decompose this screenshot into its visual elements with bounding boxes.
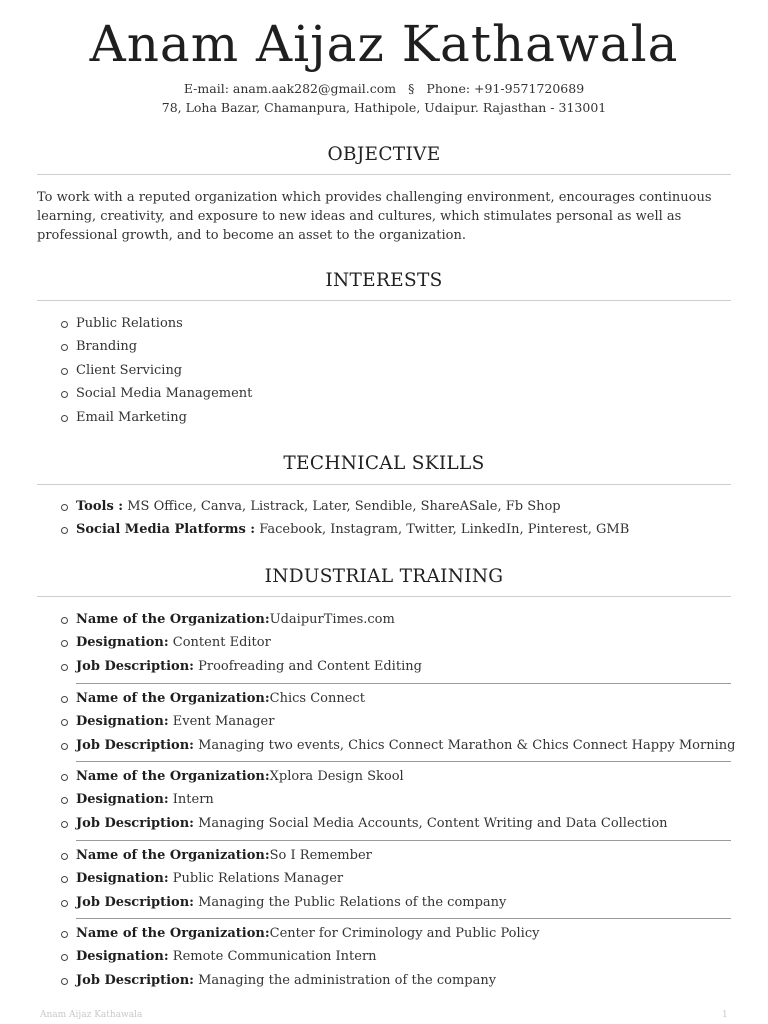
designation-label: Designation: (76, 635, 169, 651)
entry-divider (76, 840, 731, 841)
designation-value: Content Editor (172, 635, 271, 651)
designation-label: Designation: (76, 949, 169, 965)
designation-value: Event Manager (172, 714, 275, 730)
job-value: Managing the Public Relations of the company (198, 894, 507, 910)
interests-list (37, 312, 731, 429)
org-name: Chics Connect (269, 691, 365, 706)
job-value: Managing Social Media Accounts, Content Writing and Data Collection (198, 815, 668, 831)
job-line (37, 655, 731, 678)
job-label: Job Description: (76, 658, 194, 674)
designation-value: Remote Communication Intern (172, 949, 377, 965)
job-label: Job Description: (76, 737, 194, 753)
skill-item (37, 495, 731, 518)
training-heading: INDUSTRIAL TRAINING (264, 566, 504, 587)
org-name: Center for Criminology and Public Policy (269, 926, 540, 941)
org-name: UdaipurTimes.com (269, 612, 395, 627)
section-divider (37, 596, 731, 597)
skill-value: Facebook, Instagram, Twitter, LinkedIn, Pinterest, GMB (259, 522, 630, 538)
job-line (37, 969, 731, 992)
org-label: Name of the Organization: (76, 926, 270, 941)
training-entry (37, 922, 731, 992)
designation-line (37, 945, 731, 968)
interests-heading: INTERESTS (325, 270, 443, 291)
designation-label: Designation: (76, 871, 169, 887)
designation-line (37, 788, 731, 811)
job-line (37, 812, 731, 835)
interest-item: Branding (37, 335, 731, 358)
designation-label: Designation: (76, 714, 169, 730)
designation-line (37, 710, 731, 733)
entry-divider (76, 918, 731, 919)
org-label: Name of the Organization: (76, 848, 270, 863)
designation-line (37, 631, 731, 654)
designation-value: Public Relations Manager (172, 871, 344, 887)
skill-label: Social Media Platforms : (76, 522, 256, 538)
interest-item: Email Marketing (37, 406, 731, 429)
org-line (37, 687, 731, 710)
org-label: Name of the Organization: (76, 691, 270, 706)
section-separator: § (408, 81, 415, 96)
job-value: Proofreading and Content Editing (198, 658, 422, 674)
skill-value: MS Office, Canva, Listrack, Later, Sendible, ShareASale, Fb Shop (127, 499, 561, 514)
objective-text: To work with a reputed organization which provides challenging environment, encourages continuous learning, creativity, and exposure to new ideas and cultures, which stimulates personal as well as professional growth, and to become an asset to the organization. (37, 190, 712, 243)
objective-heading: OBJECTIVE (327, 144, 441, 165)
org-name: So I Remember (269, 848, 372, 863)
page-number: 1 (722, 1010, 728, 1020)
org-line (37, 765, 731, 788)
section-divider (37, 300, 731, 301)
job-line (37, 891, 731, 914)
interest-item: Client Servicing (37, 359, 731, 382)
email-text: E-mail: anam.aak282@gmail.com (183, 81, 397, 96)
designation-line (37, 867, 731, 890)
designation-label: Designation: (76, 792, 169, 808)
skills-heading: TECHNICAL SKILLS (283, 453, 485, 474)
training-entry (37, 608, 731, 678)
org-label: Name of the Organization: (76, 612, 270, 627)
section-divider (37, 484, 731, 485)
designation-value: Intern (172, 792, 214, 808)
job-label: Job Description: (76, 972, 194, 988)
training-entry (37, 687, 736, 757)
org-line (37, 844, 731, 867)
training-entry (37, 765, 731, 835)
job-line (37, 734, 736, 757)
skills-list (37, 495, 731, 542)
phone-text: Phone: +91-9571720689 (426, 81, 585, 96)
skill-label: Tools : (76, 499, 124, 514)
resume-page (37, 0, 736, 1024)
entry-divider (76, 761, 731, 762)
org-line (37, 922, 731, 945)
interest-item: Social Media Management (37, 382, 731, 405)
entry-divider (76, 683, 731, 684)
job-value: Managing two events, Chics Connect Marathon & Chics Connect Happy Morning (198, 737, 736, 753)
skill-item (37, 518, 731, 541)
interest-item: Public Relations (37, 312, 731, 335)
section-divider (37, 174, 731, 175)
org-name: Xplora Design Skool (269, 769, 404, 784)
training-entry (37, 844, 731, 914)
footer-name: Anam Aijaz Kathawala (40, 1010, 143, 1020)
address-text: 78, Loha Bazar, Chamanpura, Hathipole, Udaipur. Rajasthan - 313001 (161, 100, 607, 115)
contact-line (37, 80, 731, 98)
org-line (37, 608, 731, 631)
resume-name: Anam Aijaz Kathawala (89, 15, 679, 73)
job-label: Job Description: (76, 894, 194, 910)
job-label: Job Description: (76, 815, 194, 831)
job-value: Managing the administration of the company (198, 972, 497, 988)
org-label: Name of the Organization: (76, 769, 270, 784)
